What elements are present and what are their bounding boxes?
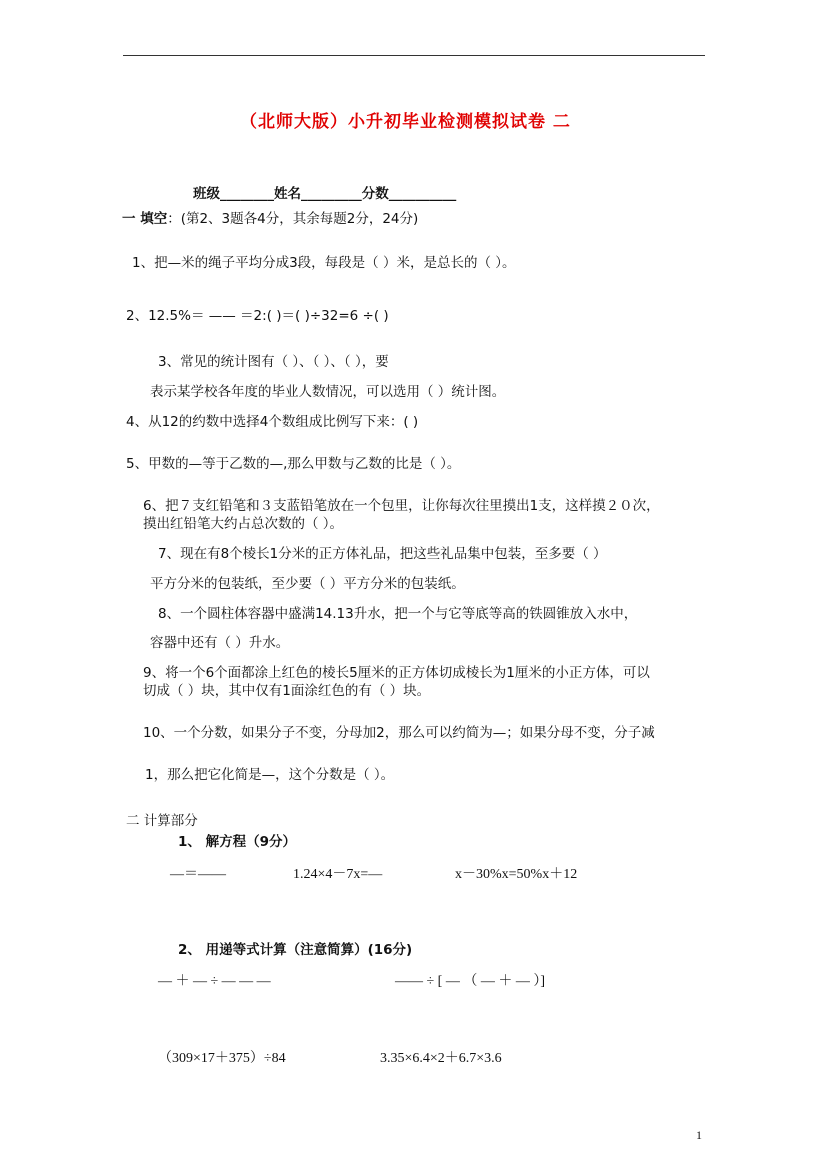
- question-2: 2、12.5%＝ —— ＝2:( )＝( )÷32=6 ÷( ): [126, 308, 389, 324]
- equation-1: —＝——: [170, 867, 226, 882]
- subsection-solve-equations: 1、 解方程（9分）: [178, 834, 296, 850]
- question-8-line-1: 8、一个圆柱体容器中盛满14.13升水，把一个与它等底等高的铁圆锥放入水中，: [158, 606, 638, 622]
- question-6-line-1: 6、把７支红铅笔和３支蓝铅笔放在一个包里，让你每次往里摸出1支，这样摸２０次，: [143, 498, 660, 514]
- question-6-line-2: 摸出红铅笔大约占总次数的（ ）。: [143, 516, 344, 532]
- question-10-line-1: 10、一个分数，如果分子不变，分母加2，那么可以约简为—；如果分母不变，分子减: [143, 725, 655, 741]
- subsection-calculations: 2、 用递等式计算（注意简算）(16分): [178, 942, 413, 958]
- question-7-line-1: 7、现在有8个棱长1分米的正方体礼品，把这些礼品集中包装，至多要（ ）: [158, 546, 607, 562]
- question-1: 1、把—米的绳子平均分成3段，每段是（ ）米，是总长的（ ）。: [132, 255, 516, 271]
- calculation-2: —— ÷ [ — （ — ＋ — ）]: [395, 974, 546, 989]
- section2-heading: 二 计算部分: [126, 813, 198, 829]
- calculation-3: （309×17＋375）÷84: [158, 1051, 286, 1066]
- question-4: 4、从12的约数中选择4个数组成比例写下来：( ): [126, 414, 419, 430]
- header-rule: [123, 55, 705, 56]
- page-number: 1: [696, 1128, 702, 1142]
- calculation-4: 3.35×6.4×2＋6.7×3.6: [380, 1051, 502, 1066]
- question-3-line-1: 3、常见的统计图有（ ）、（ ）、（ ），要: [158, 354, 389, 370]
- question-8-line-2: 容器中还有（ ）升水。: [150, 635, 290, 651]
- question-5: 5、甲数的—等于乙数的—,那么甲数与乙数的比是（ ）。: [126, 456, 461, 472]
- section1-heading-note: ：(第2、3题各4分，其余每题2分，24分): [167, 211, 419, 227]
- equation-3: x－30%x=50%x＋12: [455, 867, 578, 882]
- equation-2: 1.24×4－7x=—: [293, 867, 383, 882]
- section1-heading-label: 一 填空: [122, 211, 168, 227]
- section1-heading: [122, 210, 418, 228]
- calculation-1: — ＋ — ÷ — — —: [158, 974, 271, 989]
- document-title: （北师大版）小升初毕业检测模拟试卷 二: [240, 112, 571, 132]
- question-9-line-1: 9、将一个6个面都涂上红色的棱长5厘米的正方体切成棱长为1厘米的小正方体，可以: [143, 665, 650, 681]
- question-7-line-2: 平方分米的包装纸，至少要（ ）平方分米的包装纸。: [150, 576, 465, 592]
- question-9-line-2: 切成（ ）块，其中仅有1面涂红色的有（ ）块。: [143, 683, 431, 699]
- student-info-line: 班级________姓名_________分数__________: [193, 186, 457, 202]
- question-10-line-2: 1，那么把它化简是—，这个分数是（ ）。: [145, 767, 395, 783]
- question-3-line-2: 表示某学校各年度的毕业人数情况，可以选用（ ）统计图。: [150, 384, 506, 400]
